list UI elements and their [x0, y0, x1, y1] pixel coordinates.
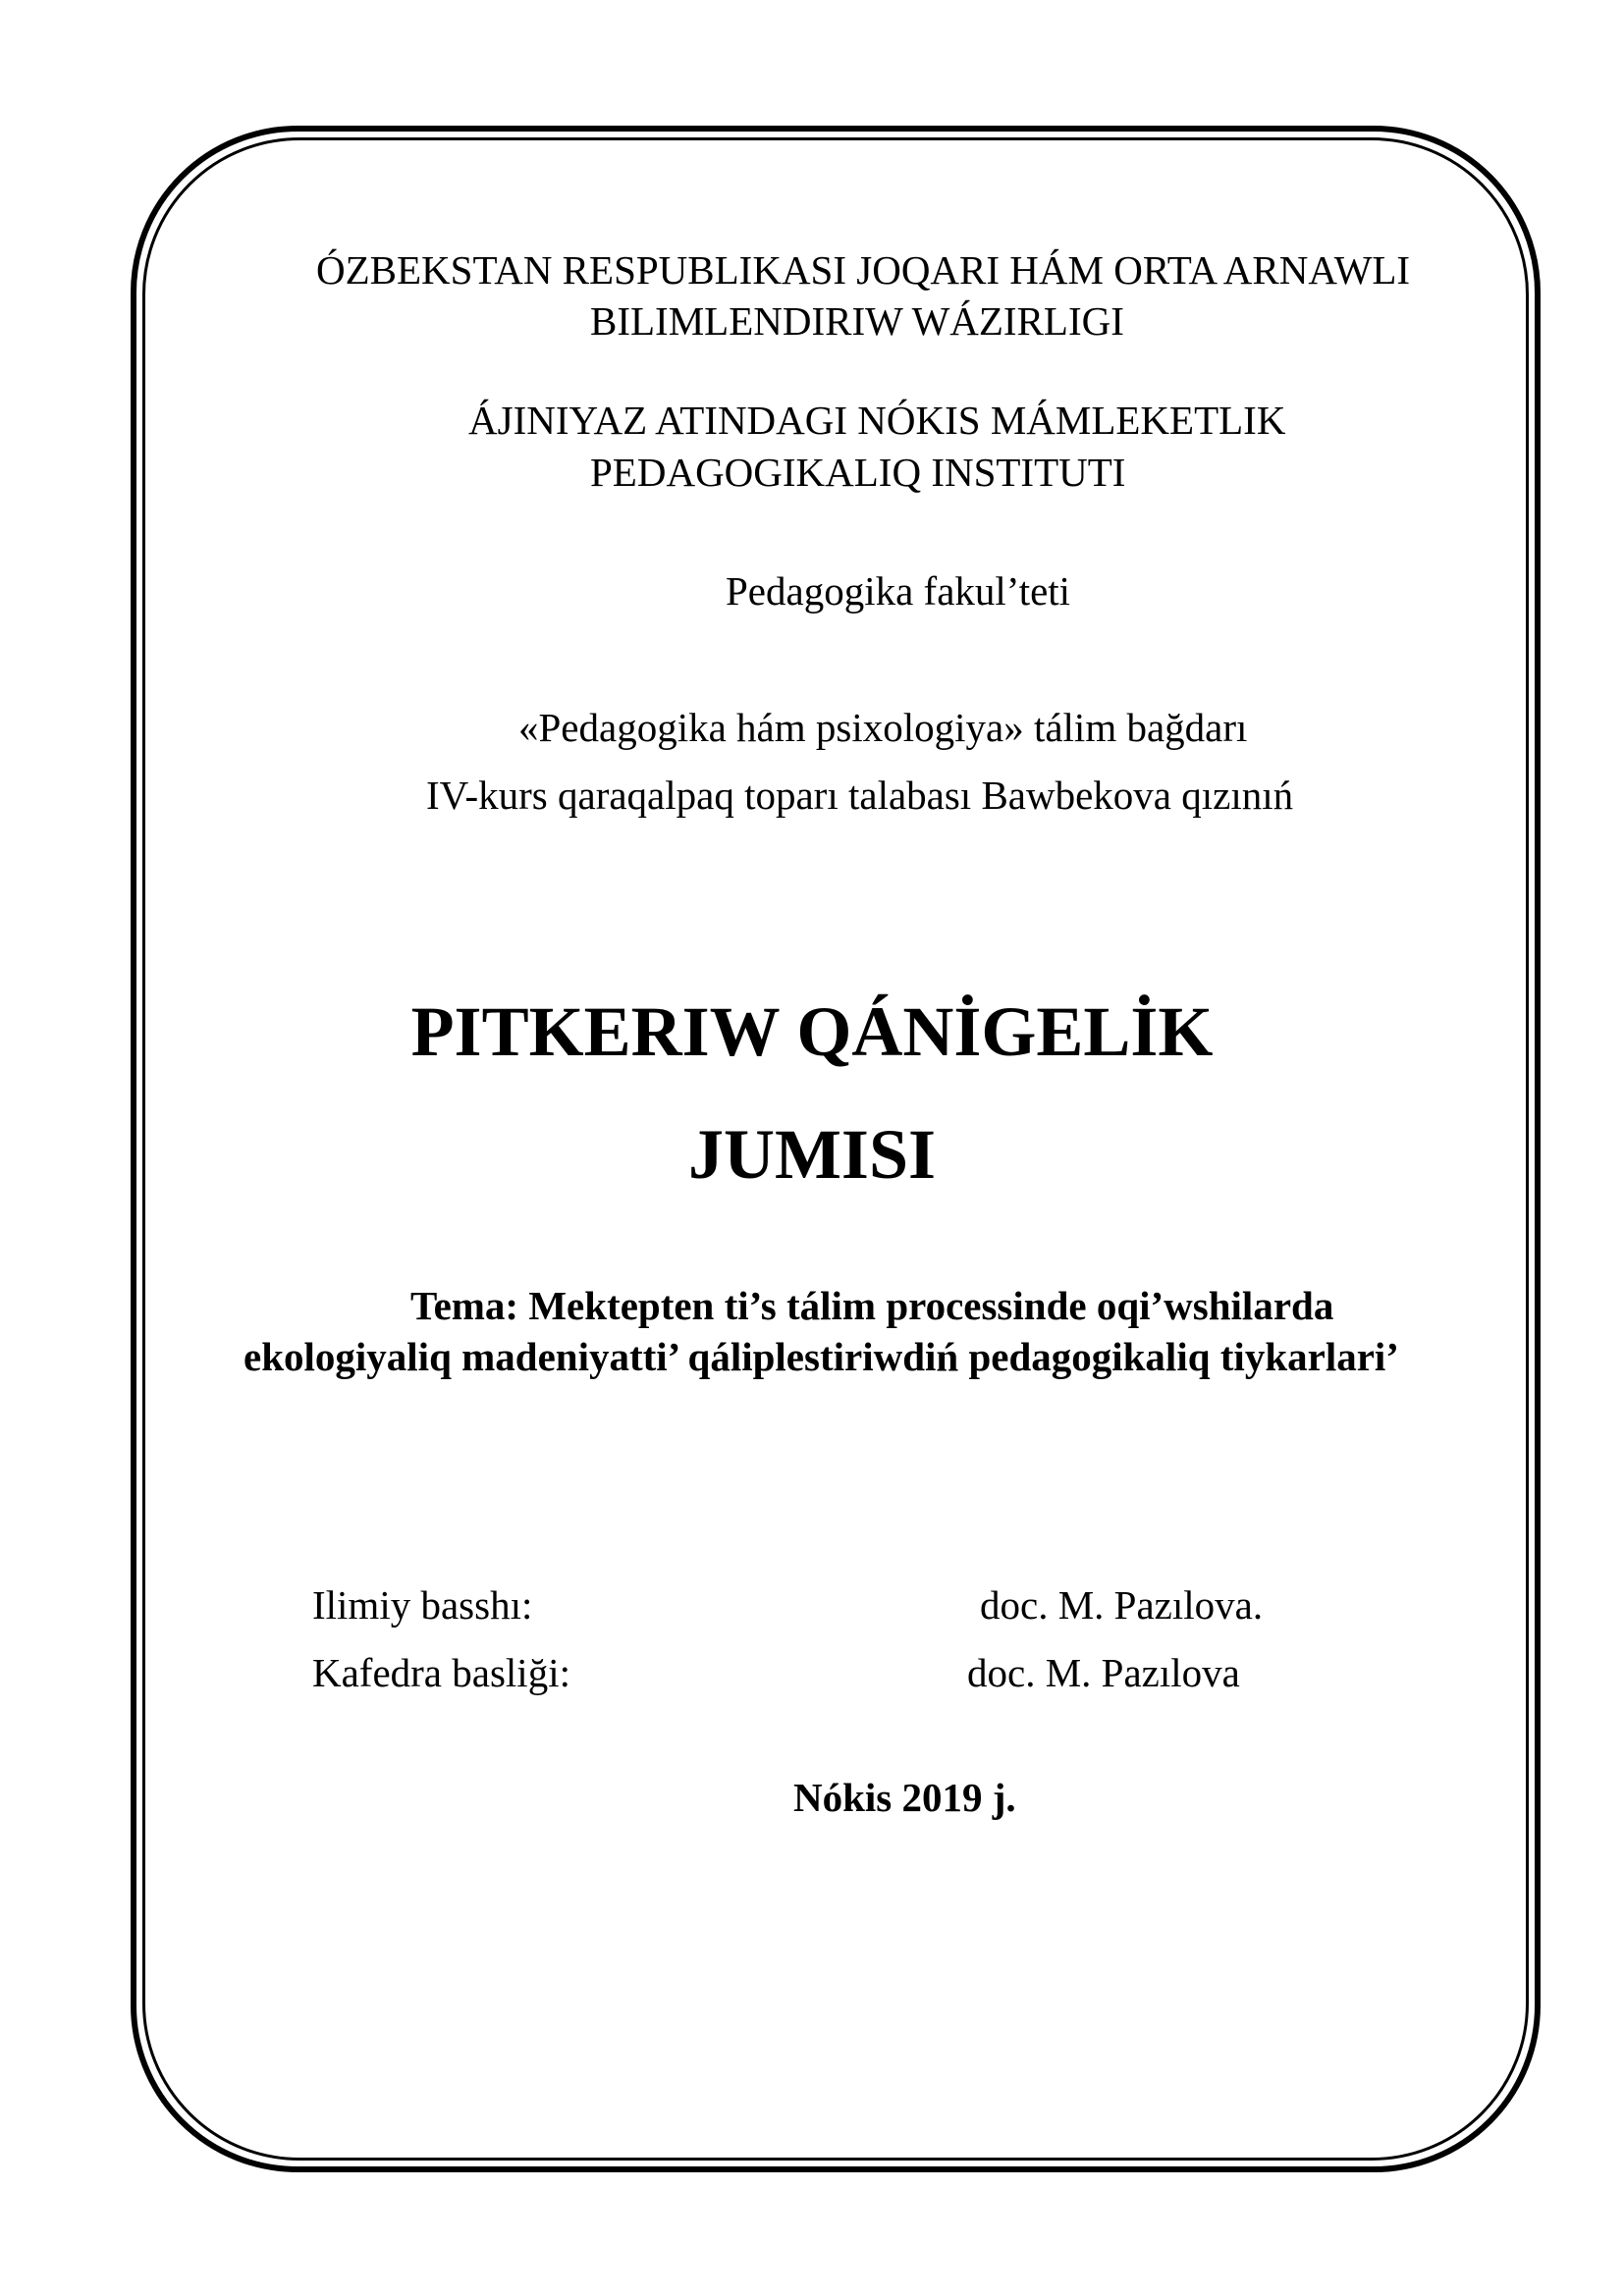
institute-line-1: ÁJINIYAZ ATINDAGI NÓKIS MÁMLEKETLIK — [468, 398, 1286, 443]
faculty-name: Pedagogika fakul’teti — [726, 568, 1071, 614]
place-year: Nókis 2019 j. — [793, 1775, 1016, 1820]
supervisor-name: doc. M. Pazılova. — [980, 1582, 1264, 1628]
supervisor-label: Ilimiy basshı: — [312, 1582, 533, 1628]
document-title-line-1: PITKERIW QÁNİGELİK — [410, 992, 1214, 1071]
department-head-label: Kafedra basliği: — [312, 1650, 570, 1695]
document-title-line-2: JUMISI — [687, 1115, 937, 1194]
ministry-line-2: BILIMLENDIRIW WÁZIRLIGI — [590, 298, 1124, 344]
department-head-name: doc. M. Pazılova — [967, 1650, 1240, 1695]
ministry-line-1: ÓZBEKSTAN RESPUBLIKASI JOQARI HÁM ORTA ARNAWLI — [316, 247, 1411, 293]
topic-line-2: ekologiyaliq madeniyatti’ qáliplestiriwdiń pedagogikaliq tiykarlari’ — [244, 1334, 1399, 1379]
study-direction: «Pedagogika hám psixologiya» tálim bağdarı — [518, 705, 1248, 750]
topic-line-1: Tema: Mektepten ti’s tálim processinde oqi’wshilarda — [410, 1283, 1334, 1328]
institute-line-2: PEDAGOGIKALIQ INSTITUTI — [590, 450, 1126, 495]
student-info: IV-kurs qaraqalpaq toparı talabası Bawbekova qızınıń — [426, 773, 1294, 818]
